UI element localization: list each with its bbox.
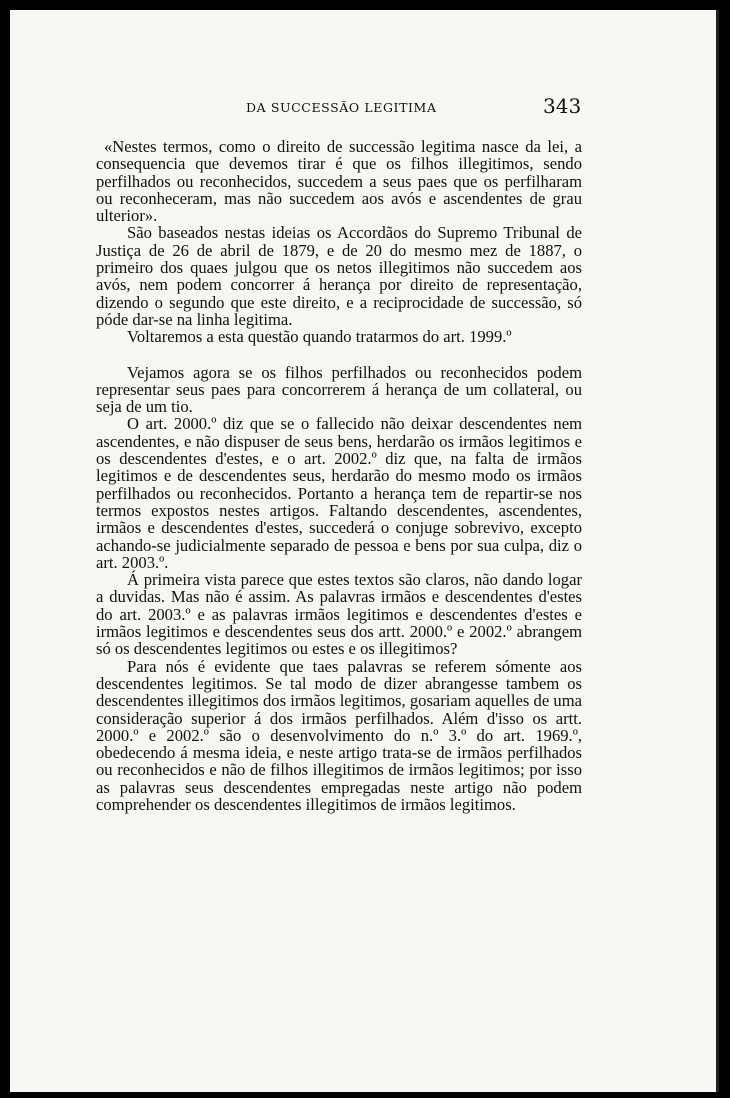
paragraph-voltaremos: Voltaremos a esta questão quando tratarmos do art. 1999.º <box>127 327 512 347</box>
page-header <box>10 94 716 122</box>
running-title: DA SUCCESSÃO LEGITIMA <box>246 100 437 115</box>
paragraph-art-2000: O art. 2000.º diz que se o fallecido não deixar descendentes nem ascendentes, e não dispuser de seus bens, herdarão os irmãos legitimos e os descendentes d'estes, e o art. 2002.º diz que, na falta de irmãos legitimos e de descendentes seus, herdarão do mesmo modo os irmãos perfilhados ou reconhecidos. Portanto a herança tem de repartir-se nos termos expostos nestes artigos. Faltando descendentes, ascendentes, irmãos e descendentes d'estes, succederá o conjuge sobrevivo, excepto achando-se judicialmente separado de pessoa e bens por sua culpa, diz o art. 2003.º. <box>96 414 582 572</box>
section-gap <box>96 346 582 364</box>
paragraph-vejamos: Vejamos agora se os filhos perfilhados ou reconhecidos podem representar seus paes para concorrerem á herança de um collateral, ou seja de um tio. <box>96 362 582 417</box>
page-number: 343 <box>543 94 582 118</box>
paragraph-accordaos: São baseados nestas ideias os Accordãos do Supremo Tribunal de Justiça de 26 de abril de 1879, e de 20 do mesmo mez de 1887, o primeiro dos quaes julgou que os netos illegitimos não succedem aos avós, nem podem concorrer á herança por direito de representação, dizendo o segundo que este direito, e a reciprocidade de successão, só póde dar-se na linha legitima. <box>96 223 582 329</box>
paragraph-para-nos: Para nós é evidente que taes palavras se referem sómente aos descendentes legitimos. Se tal modo de dizer abrangesse tambem os descendentes illegitimos dos irmãos legitimos, gosariam aquelles de uma consideração superior á dos irmãos perfilhados. Além d'isso os artt. 2000.º e 2002.º são o desenvolvimento do n.º 3.º do art. 1969.º, obedecendo á mesma ideia, e neste artigo trata-se de irmãos perfilhados ou reconhecidos e não de filhos illegitimos de irmãos legitimos; por isso as palavras seus descendentes empregadas neste artigo não podem comprehender os descendentes illegitimos de irmãos legitimos. <box>96 656 582 814</box>
paragraph-quote: «Nestes termos, como o direito de successão legitima nasce da lei, a consequencia que devemos tirar é que os filhos illegitimos, sendo perfilhados ou reconhecidos, succedem a seus paes que os perfilharam ou reconheceram, mas não succedem aos avós e ascendentes de grau ulterior». <box>96 137 582 226</box>
paragraph-primeira-vista: Á primeira vista parece que estes textos são claros, não dando logar a duvidas. Mas não é assim. As palavras irmãos e descendentes d'estes do art. 2003.º e as palavras irmãos legitimos e descendentes d'estes e irmãos legitimos e descendentes seus dos artt. 2000.º e 2002.º abrangem só os descendentes legitimos ou estes e os illegitimos? <box>96 570 582 659</box>
body-text <box>96 138 582 813</box>
book-page <box>10 10 719 1092</box>
